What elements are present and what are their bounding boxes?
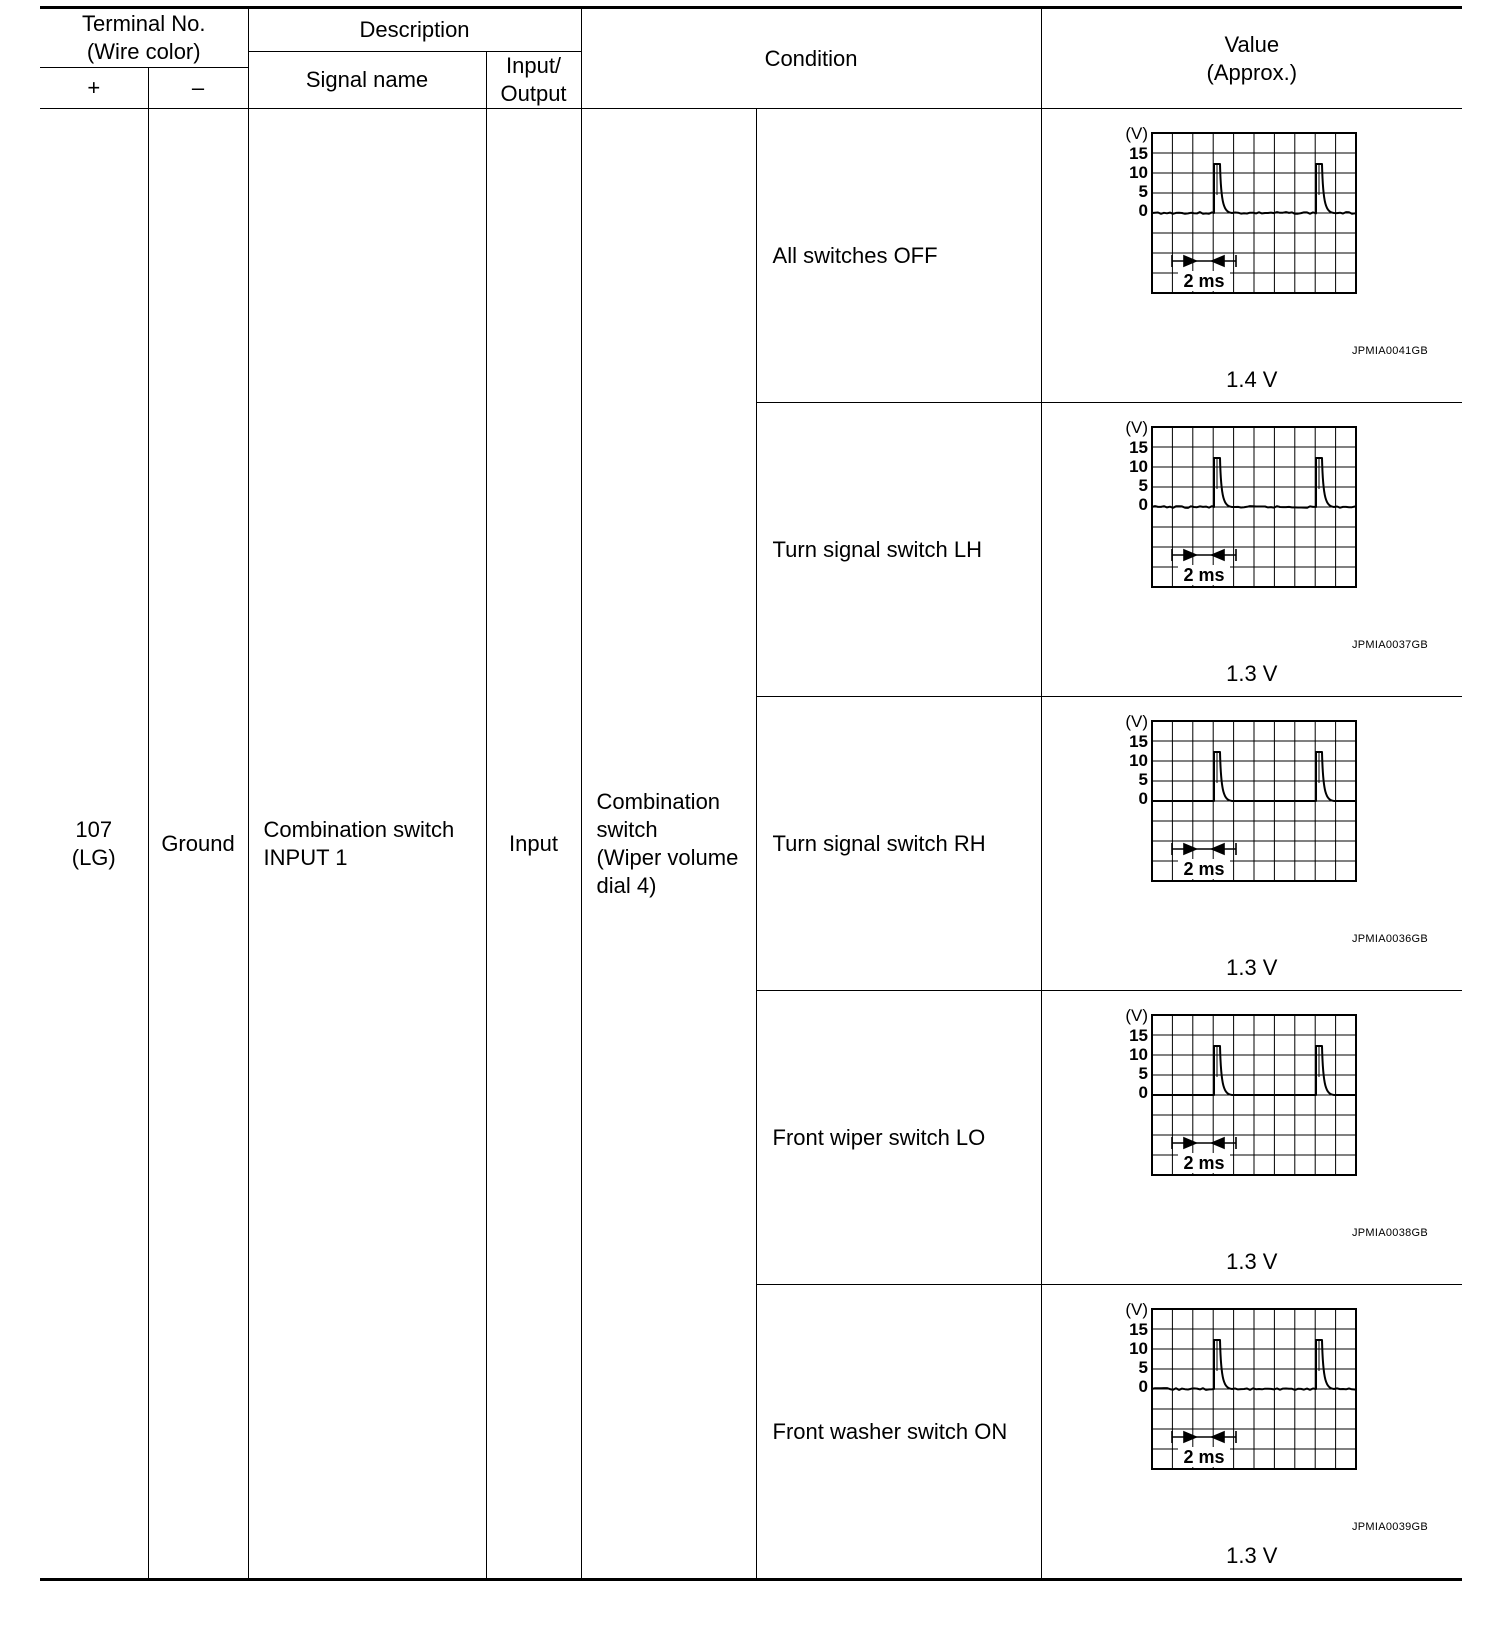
wire-color-label: (Wire color) [86, 39, 201, 64]
waveform-y-tick: 15 [1128, 732, 1148, 751]
terminal-number: 107 [75, 816, 113, 842]
value-cell [1041, 991, 1462, 1285]
value-cell [1041, 697, 1462, 991]
waveform-y-tick: 15 [1128, 1320, 1148, 1339]
approx-value: 1.4 V [1226, 367, 1278, 392]
io-label-input: Input/ [506, 53, 562, 78]
time-scale-label: 2 ms [1183, 271, 1225, 291]
value-header [1041, 8, 1462, 109]
time-scale-label: 2 ms [1183, 565, 1225, 585]
waveform-y-tick: 10 [1128, 751, 1148, 770]
waveform-y-tick: 5 [1138, 182, 1148, 201]
waveform-y-tick: 5 [1138, 476, 1148, 495]
condition-sub-cell [756, 991, 1041, 1285]
waveform-y-tick: 0 [1138, 1083, 1148, 1102]
condition-label: Front wiper switch LO [772, 1124, 986, 1150]
waveform-graph [1102, 703, 1402, 903]
approx-label: (Approx.) [1206, 59, 1298, 85]
waveform-graph [1102, 409, 1402, 609]
waveform-unit-label: (V) [1125, 712, 1148, 731]
condition-sub-cell [756, 109, 1041, 403]
condition-main-line: (Wiper volume [596, 844, 739, 870]
terminal-spec-table [40, 6, 1462, 1581]
condition-sub-cell [756, 1285, 1041, 1580]
condition-header: Condition [581, 8, 1041, 109]
approx-value: 1.3 V [1226, 1249, 1278, 1274]
waveform-y-tick: 0 [1138, 201, 1148, 220]
condition-sub-cell [756, 697, 1041, 991]
waveform-y-tick: 10 [1128, 457, 1148, 476]
condition-main-cell [581, 109, 756, 1580]
waveform-y-tick: 5 [1138, 1358, 1148, 1377]
minus-header: – [148, 68, 248, 109]
terminal-no-label: Terminal No. [82, 11, 206, 36]
signal-name-line1: Combination switch [263, 816, 455, 842]
waveform-y-tick: 5 [1138, 770, 1148, 789]
plus-header: + [40, 68, 148, 109]
approx-value: 1.3 V [1226, 1543, 1278, 1568]
figure-id: JPMIA0037GB [1351, 639, 1429, 651]
condition-main-line: Combination [596, 788, 721, 814]
condition-label: All switches OFF [772, 242, 938, 268]
value-cell [1041, 109, 1462, 403]
approx-value: 1.3 V [1226, 661, 1278, 686]
waveform-y-tick: 5 [1138, 1064, 1148, 1083]
figure-id: JPMIA0038GB [1351, 1227, 1429, 1239]
figure-id: JPMIA0041GB [1351, 345, 1429, 357]
wire-color: (LG) [71, 844, 116, 870]
waveform-y-tick: 10 [1128, 1045, 1148, 1064]
time-scale-label: 2 ms [1183, 1447, 1225, 1467]
waveform-graph [1102, 1291, 1402, 1491]
time-scale-label: 2 ms [1183, 859, 1225, 879]
io-cell: Input [486, 109, 581, 1580]
waveform-y-tick: 10 [1128, 163, 1148, 182]
condition-label: Turn signal switch RH [772, 830, 986, 856]
waveform-y-tick: 15 [1128, 438, 1148, 457]
waveform-unit-label: (V) [1125, 1300, 1148, 1319]
waveform-y-tick: 0 [1138, 495, 1148, 514]
waveform-y-tick: 15 [1128, 144, 1148, 163]
description-header: Description [248, 8, 581, 52]
waveform-graph [1102, 115, 1402, 315]
approx-value: 1.3 V [1226, 955, 1278, 980]
waveform-y-tick: 15 [1128, 1026, 1148, 1045]
figure-id: JPMIA0036GB [1351, 933, 1429, 945]
terminal-no-header [40, 8, 248, 68]
waveform-y-tick: 0 [1138, 789, 1148, 808]
signal-name-line2: INPUT 1 [263, 844, 348, 870]
terminal-plus-cell [40, 109, 148, 1580]
condition-sub-cell [756, 403, 1041, 697]
terminal-minus-cell: Ground [148, 109, 248, 1580]
condition-main-line: dial 4) [596, 872, 657, 898]
waveform-unit-label: (V) [1125, 418, 1148, 437]
waveform-unit-label: (V) [1125, 1006, 1148, 1025]
io-label-output: Output [500, 81, 567, 106]
terminal-spec-page [40, 6, 1462, 1581]
value-cell [1041, 1285, 1462, 1580]
io-header [486, 52, 581, 109]
waveform-y-tick: 10 [1128, 1339, 1148, 1358]
condition-label: Turn signal switch LH [772, 536, 983, 562]
condition-label: Front washer switch ON [772, 1418, 1008, 1444]
value-label: Value [1224, 31, 1280, 57]
signal-name-header: Signal name [248, 52, 486, 109]
waveform-graph [1102, 997, 1402, 1197]
figure-id: JPMIA0039GB [1351, 1521, 1429, 1533]
waveform-unit-label: (V) [1125, 124, 1148, 143]
time-scale-label: 2 ms [1183, 1153, 1225, 1173]
waveform-y-tick: 0 [1138, 1377, 1148, 1396]
condition-main-line: switch [596, 816, 658, 842]
signal-name-cell [248, 109, 486, 1580]
value-cell [1041, 403, 1462, 697]
